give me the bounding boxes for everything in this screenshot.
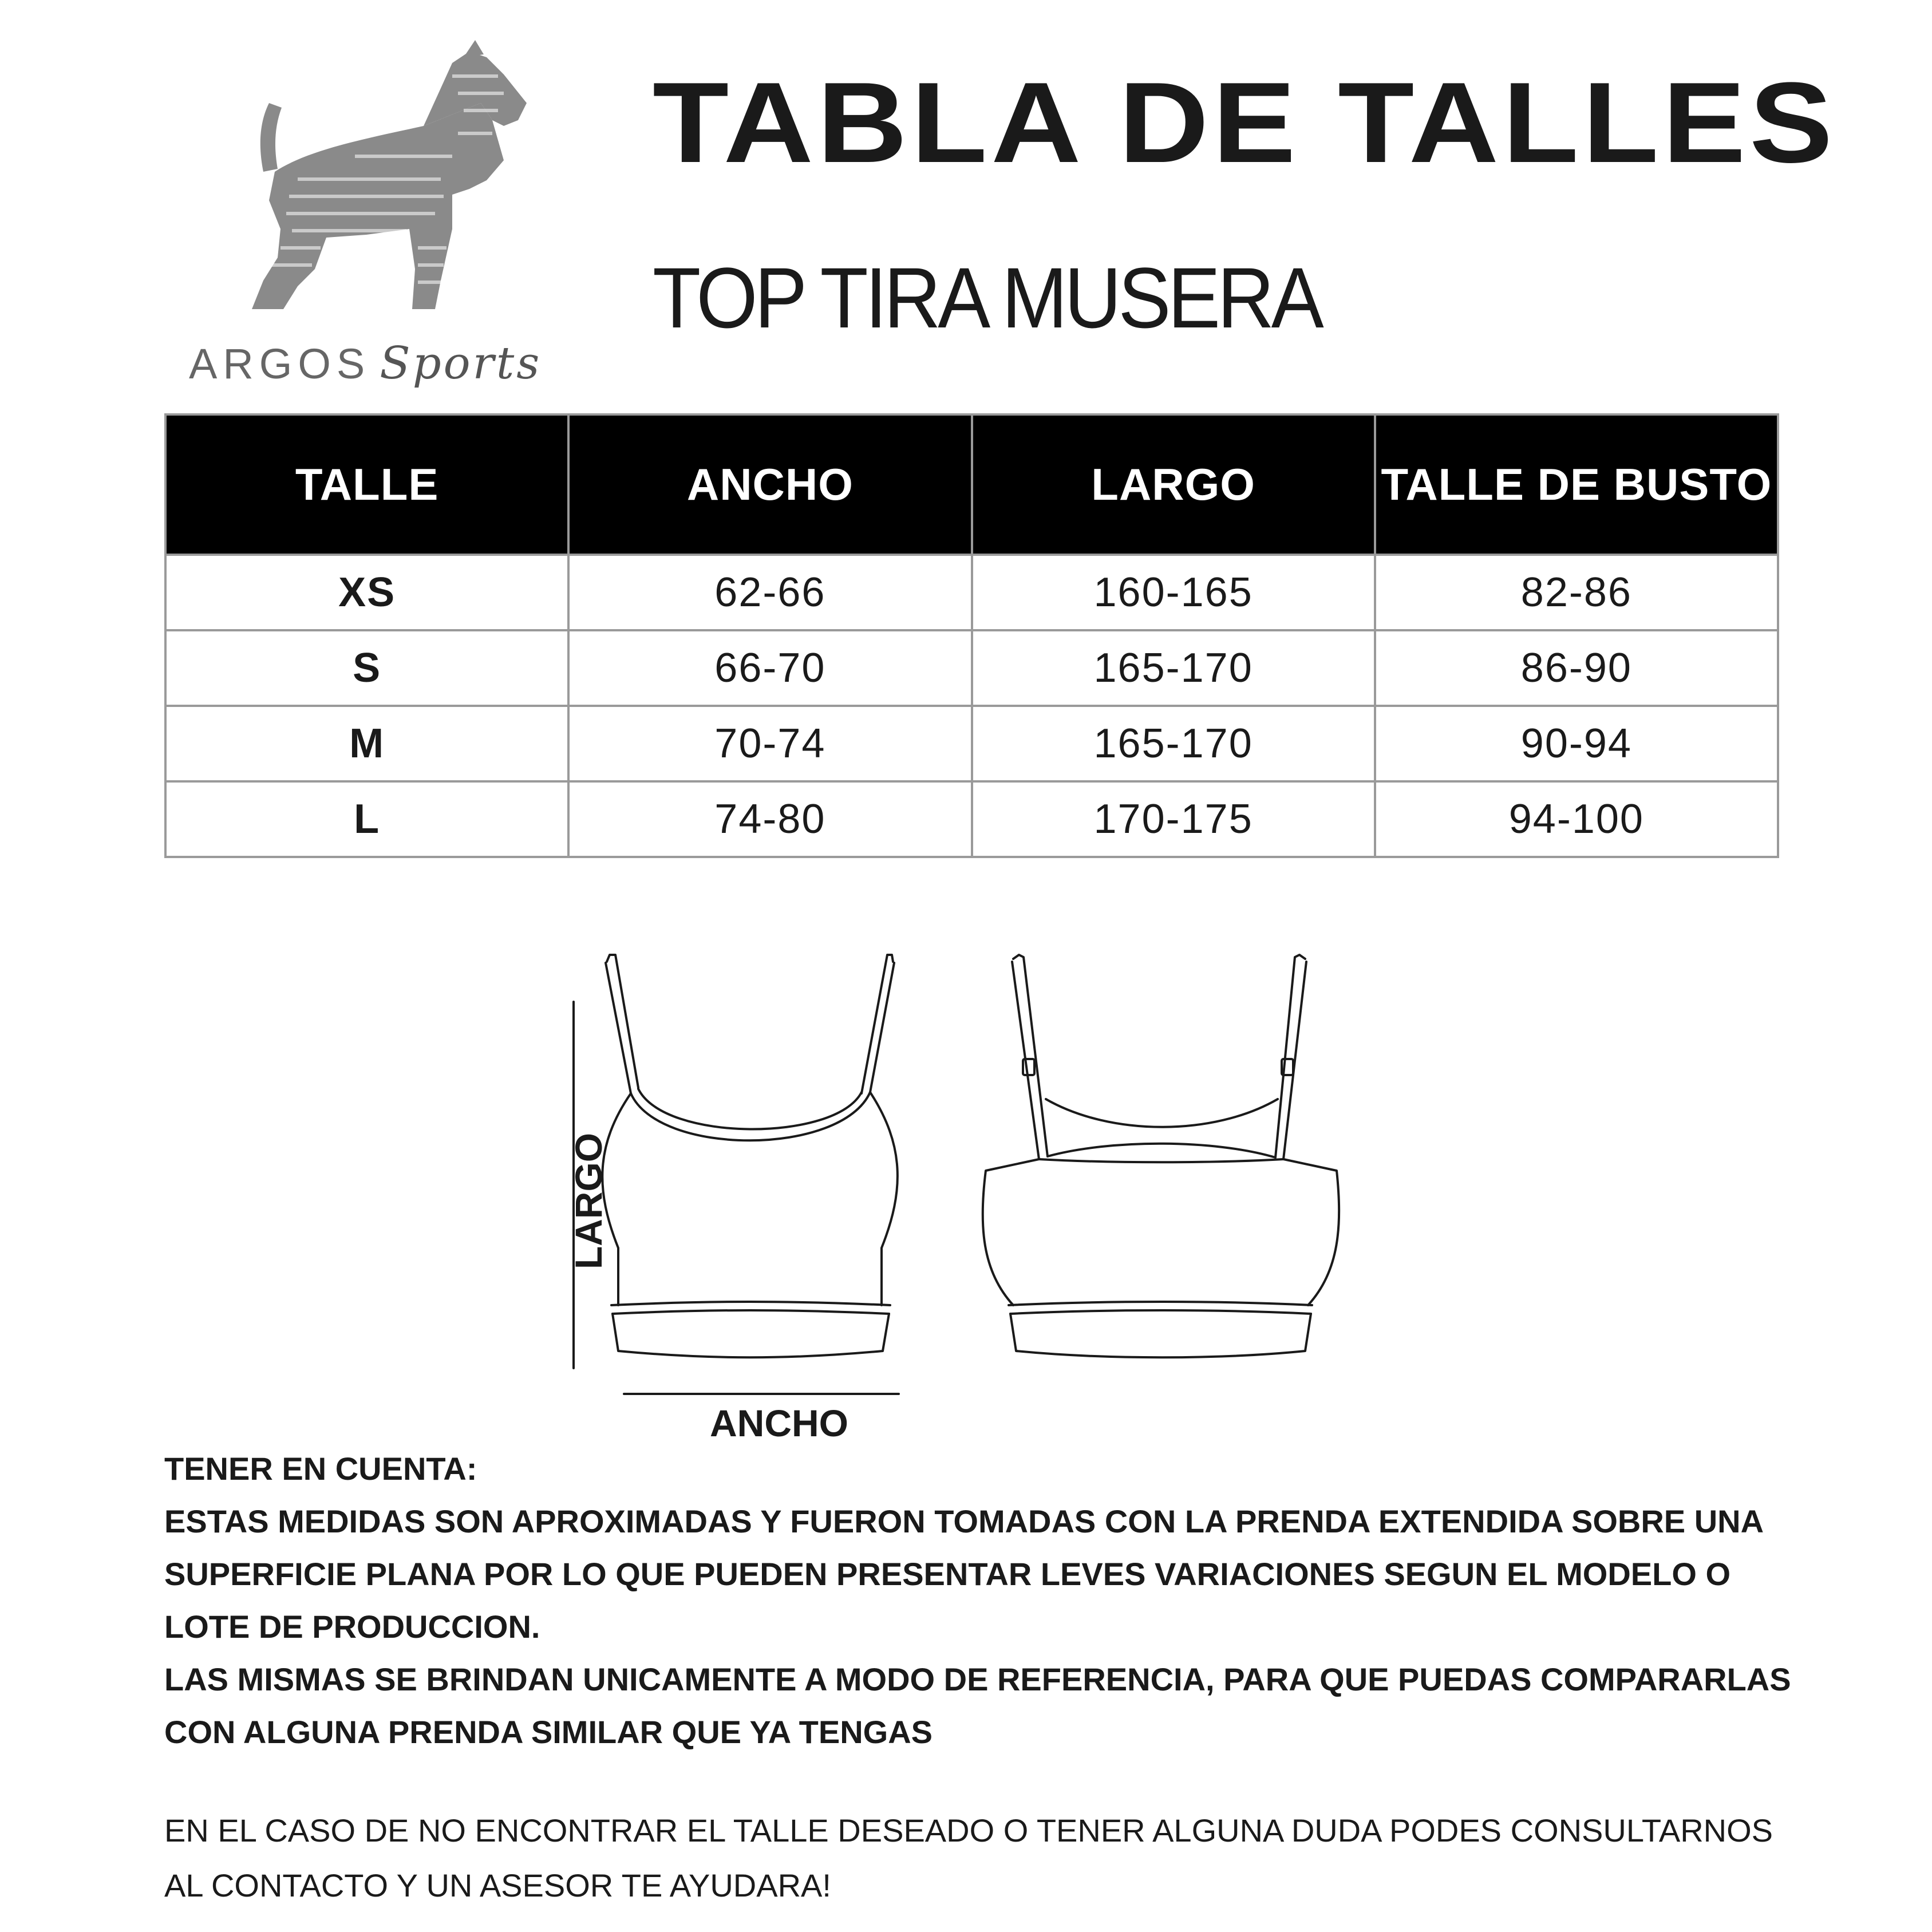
- size-cell: S: [165, 630, 568, 706]
- table-cell: 160-165: [972, 555, 1375, 630]
- table-row: [165, 781, 1778, 857]
- front-view-icon: [602, 955, 898, 1357]
- column-header: TALLE: [165, 414, 568, 555]
- size-cell: L: [165, 781, 568, 857]
- notes-section: [164, 1443, 1801, 1759]
- notes-paragraph: LAS MISMAS SE BRINDAN UNICAMENTE A MODO DE REFERENCIA, PARA QUE PUEDAS COMPARARLAS CON ALGUNA PRENDA SIMILAR QUE YA TENGAS: [164, 1661, 1791, 1750]
- notes-paragraph: ESTAS MEDIDAS SON APROXIMADAS Y FUERON TOMADAS CON LA PRENDA EXTENDIDA SOBRE UNA SUPERFICIE PLANA POR LO QUE PUEDEN PRESENTAR LEVES VARIACIONES SEGUN EL MODELO O LOTE DE PRODUCCION.: [164, 1503, 1763, 1645]
- size-table: [164, 413, 1779, 858]
- logo-wordmark: ARGOS Sports: [189, 338, 542, 389]
- column-header: LARGO: [972, 414, 1375, 555]
- table-cell: 165-170: [972, 630, 1375, 706]
- table-cell: 74-80: [568, 781, 971, 857]
- column-header: ANCHO: [568, 414, 971, 555]
- page-title: TABLA DE TALLES: [653, 59, 1836, 187]
- logo-script-text: Sports: [380, 338, 542, 389]
- table-cell: 86-90: [1375, 630, 1778, 706]
- table-row: [165, 630, 1778, 706]
- notes-heading: TENER EN CUENTA:: [164, 1451, 477, 1487]
- brand-logo: [183, 40, 542, 389]
- column-header: TALLE DE BUSTO: [1375, 414, 1778, 555]
- table-cell: 165-170: [972, 706, 1375, 781]
- table-cell: 170-175: [972, 781, 1375, 857]
- table-row: [165, 555, 1778, 630]
- table-cell: 70-74: [568, 706, 971, 781]
- table-cell: 90-94: [1375, 706, 1778, 781]
- table-cell: 82-86: [1375, 555, 1778, 630]
- largo-label: LARGO: [567, 1132, 610, 1270]
- dog-silhouette-icon: [183, 40, 538, 338]
- table-cell: 62-66: [568, 555, 971, 630]
- product-subtitle: TOP TIRA MUSERA: [653, 250, 1321, 346]
- table-row: [165, 706, 1778, 781]
- size-cell: M: [165, 706, 568, 781]
- ancho-label: ANCHO: [710, 1402, 848, 1444]
- table-cell: 94-100: [1375, 781, 1778, 857]
- contact-footer: EN EL CASO DE NO ENCONTRAR EL TALLE DESEADO O TENER ALGUNA DUDA PODES CONSULTARNOS AL CONTACTO Y UN ASESOR TE AYUDARA!: [164, 1812, 1773, 1903]
- table-header-row: [165, 414, 1778, 555]
- back-view-icon: [983, 955, 1340, 1357]
- table-cell: 66-70: [568, 630, 971, 706]
- size-cell: XS: [165, 555, 568, 630]
- garment-diagram: [509, 939, 1368, 1408]
